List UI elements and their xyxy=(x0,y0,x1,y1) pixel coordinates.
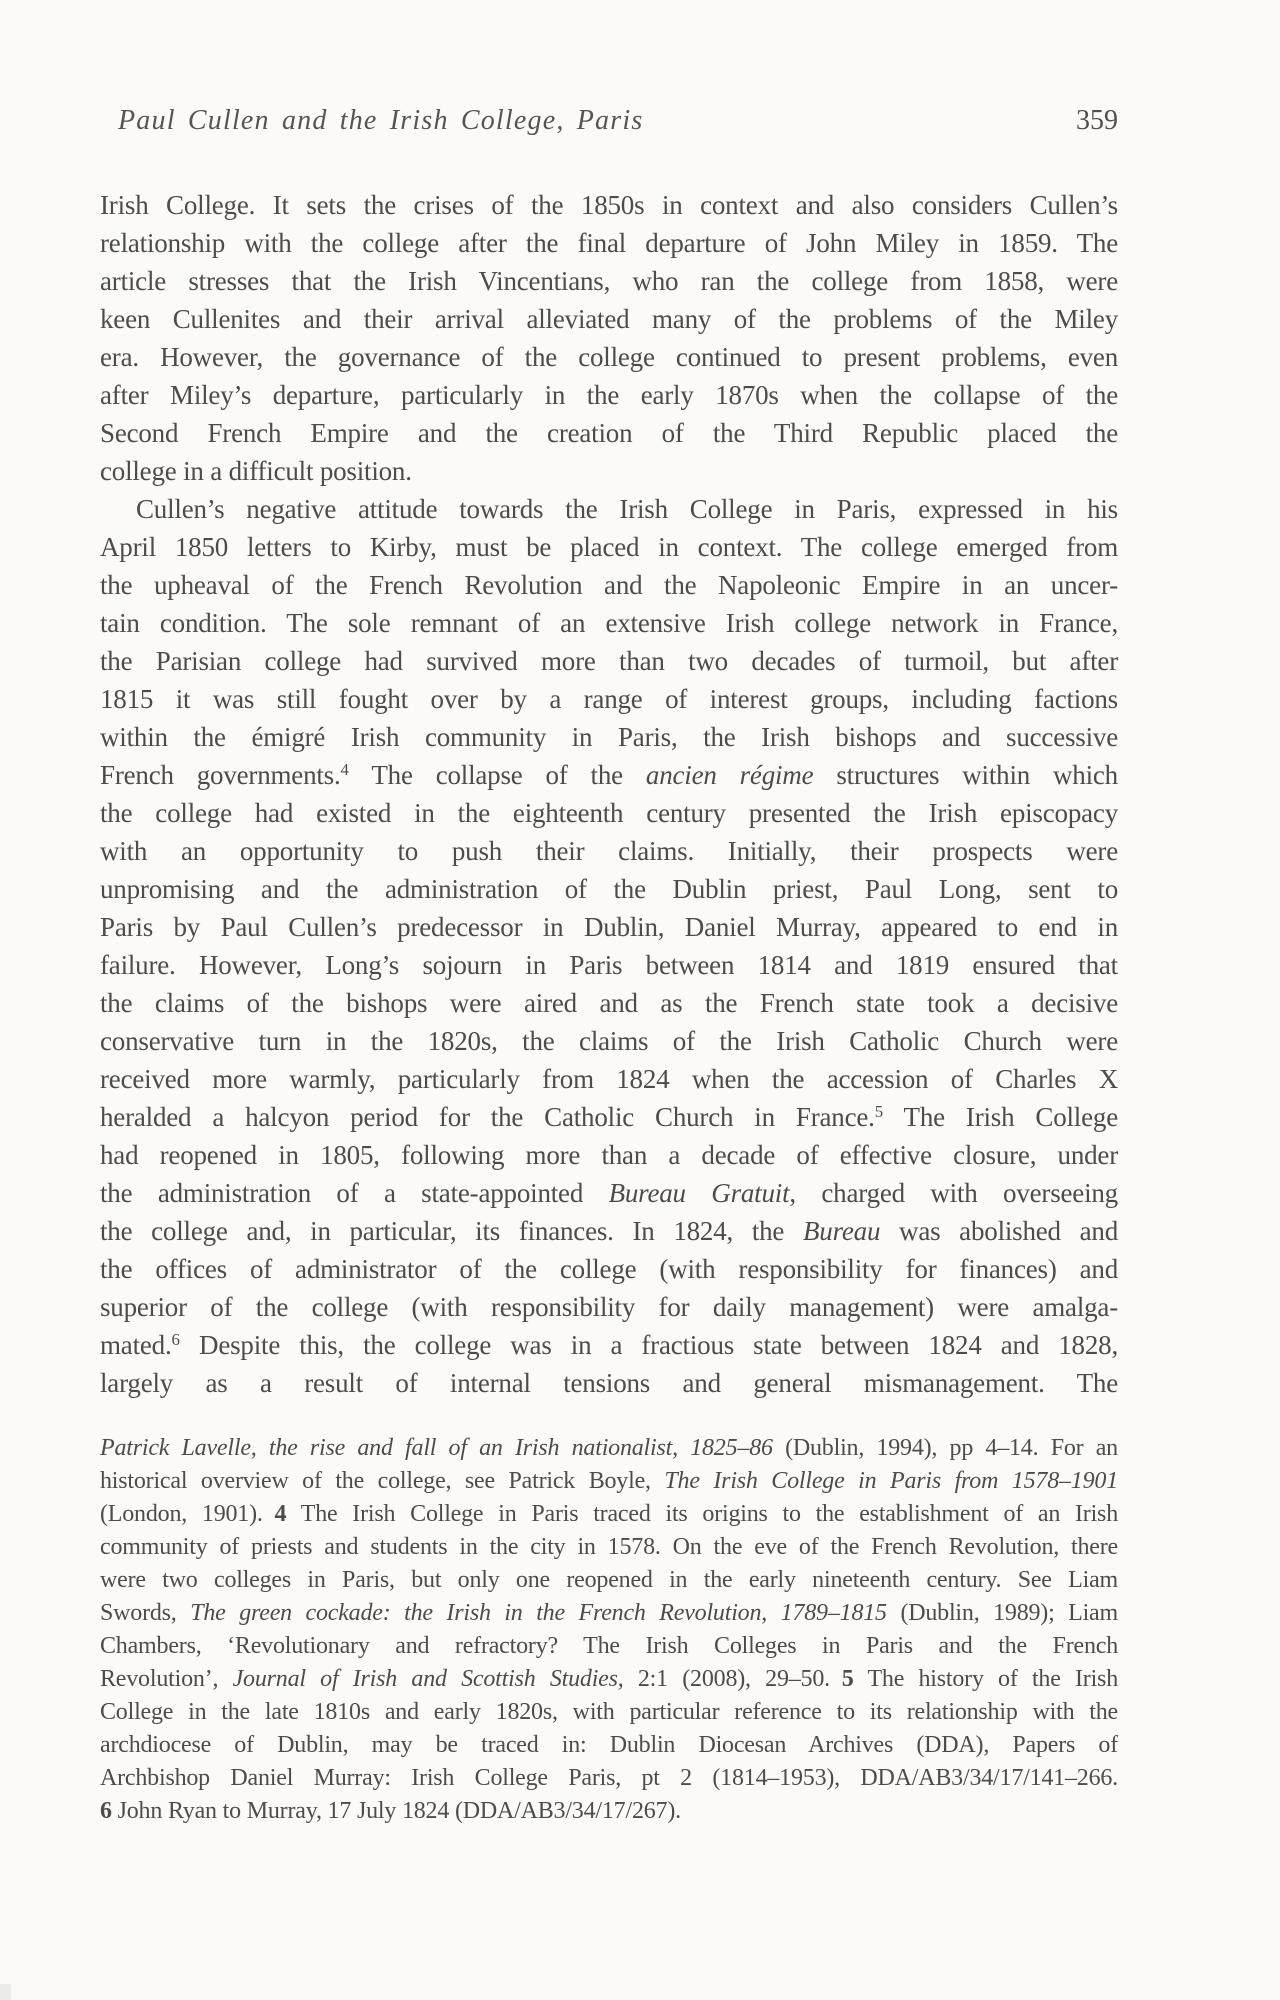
text-segment: John Ryan to Murray, 17 July 1824 (DDA/AB3/34/17/267). xyxy=(111,1798,681,1824)
text-segment: French governments. xyxy=(100,760,341,790)
text-segment: unpromising and the administration of the Dublin priest, Paul Long, sent to xyxy=(100,874,1118,904)
paragraph-2 xyxy=(100,490,1118,1402)
text-segment: archdiocese of Dublin, may be traced in: Dublin Diocesan Archives (DDA), Papers of xyxy=(100,1732,1118,1758)
text-segment: (London, 1901). xyxy=(100,1501,275,1527)
text-line xyxy=(100,1729,1118,1762)
text-line xyxy=(100,262,1118,300)
text-segment: Second French Empire and the creation of the Third Republic placed the xyxy=(100,418,1118,448)
text-line xyxy=(100,1531,1118,1564)
text-segment: the offices of administrator of the college (with responsibility for finances) and xyxy=(100,1254,1118,1284)
text-line xyxy=(100,1364,1118,1402)
page-number: 359 xyxy=(1076,105,1118,136)
text-segment: The history of the Irish xyxy=(853,1666,1118,1692)
text-line xyxy=(100,1250,1118,1288)
text-segment: the upheaval of the French Revolution and the Napoleonic Empire in an uncer- xyxy=(100,570,1118,600)
text-line xyxy=(100,1795,1118,1828)
text-segment: Paris by Paul Cullen’s predecessor in Dublin, Daniel Murray, appeared to end in xyxy=(100,912,1118,942)
text-segment: era. However, the governance of the college continued to present problems, even xyxy=(100,342,1118,372)
text-segment: April 1850 letters to Kirby, must be placed in context. The college emerged from xyxy=(100,532,1118,562)
text-line xyxy=(100,718,1118,756)
text-segment: 1815 it was still fought over by a range of interest groups, including factions xyxy=(100,684,1118,714)
text-segment: conservative turn in the 1820s, the claims of the Irish Catholic Church were xyxy=(100,1026,1118,1056)
text-segment: after Miley’s departure, particularly in the early 1870s when the collapse of the xyxy=(100,380,1118,410)
text-segment: , 2:1 (2008), 29–50. xyxy=(617,1666,842,1692)
footnote-marker: 5 xyxy=(874,1102,884,1122)
text-segment: was abolished and xyxy=(880,1216,1118,1246)
text-segment: the college and, in particular, its finances. In 1824, the xyxy=(100,1216,803,1246)
text-segment: Archbishop Daniel Murray: Irish College Paris, pt 2 (1814–1953), DDA/AB3/34/17/141–266. xyxy=(100,1765,1118,1791)
text-line xyxy=(100,300,1118,338)
text-segment: The collapse of the xyxy=(348,760,646,790)
text-line xyxy=(100,1174,1118,1212)
text-segment: The Irish College in Paris traced its origins to the establishment of an Irish xyxy=(286,1501,1118,1527)
text-segment: , charged with overseeing xyxy=(789,1178,1118,1208)
text-segment: Cullen’s negative attitude towards the Irish College in Paris, expressed in his xyxy=(136,494,1118,524)
text-line xyxy=(100,756,1118,794)
text-line xyxy=(100,1212,1118,1250)
text-segment: the college had existed in the eighteenth century presented the Irish episcopacy xyxy=(100,798,1118,828)
scan-edge-artifact xyxy=(0,1984,11,2000)
text-segment: Bureau xyxy=(802,1216,881,1246)
text-segment: Revolution’, xyxy=(100,1666,233,1692)
text-segment: community of priests and students in the city in 1578. On the eve of the French Revolution, there xyxy=(100,1534,1118,1560)
text-line xyxy=(100,414,1118,452)
paragraph-1 xyxy=(100,186,1118,490)
text-line xyxy=(100,376,1118,414)
text-segment: the claims of the bishops were aired and as the French state took a decisive xyxy=(100,988,1118,1018)
text-line xyxy=(100,1060,1118,1098)
text-segment: article stresses that the Irish Vincentians, who ran the college from 1858, were xyxy=(100,266,1118,296)
text-segment: Bureau Gratuit xyxy=(608,1178,790,1208)
text-line xyxy=(100,1022,1118,1060)
text-line xyxy=(100,832,1118,870)
text-line xyxy=(100,566,1118,604)
text-line xyxy=(100,186,1118,224)
text-segment: relationship with the college after the final departure of John Miley in 1859. The xyxy=(100,228,1118,258)
text-segment: keen Cullenites and their arrival alleviated many of the problems of the Miley xyxy=(100,304,1118,334)
text-line xyxy=(100,680,1118,718)
text-line xyxy=(100,452,1118,490)
text-line xyxy=(100,1288,1118,1326)
text-line xyxy=(100,984,1118,1022)
text-segment: The Irish College xyxy=(883,1102,1118,1132)
text-line xyxy=(100,1498,1118,1531)
text-segment: 4 xyxy=(274,1501,287,1527)
text-line xyxy=(100,1098,1118,1136)
text-segment: College in the late 1810s and early 1820s, with particular reference to its relationship with the xyxy=(100,1699,1118,1725)
text-segment: received more warmly, particularly from 1824 when the accession of Charles X xyxy=(100,1064,1118,1094)
text-segment: were two colleges in Paris, but only one reopened in the early nineteenth century. See Liam xyxy=(100,1567,1118,1593)
text-segment: structures within which xyxy=(813,760,1118,790)
text-line xyxy=(100,642,1118,680)
text-segment: tain condition. The sole remnant of an extensive Irish college network in France, xyxy=(100,608,1118,638)
text-line xyxy=(100,1762,1118,1795)
text-segment: with an opportunity to push their claims. Initially, their prospects were xyxy=(100,836,1118,866)
footnote-marker: 4 xyxy=(340,760,349,780)
text-segment: historical overview of the college, see Patrick Boyle, xyxy=(100,1468,665,1494)
text-line xyxy=(100,1597,1118,1630)
text-line xyxy=(100,908,1118,946)
body-text xyxy=(100,186,1118,1402)
footnote-marker: 6 xyxy=(171,1330,180,1350)
text-segment: Patrick Lavelle, the rise and fall of an Irish nationalist, 1825–86 xyxy=(100,1435,773,1461)
text-segment: 5 xyxy=(841,1666,854,1692)
text-line xyxy=(100,528,1118,566)
text-segment: The green cockade: the Irish in the French Revolution, 1789–1815 xyxy=(190,1600,887,1626)
text-segment: Despite this, the college was in a fractious state between 1824 and 1828, xyxy=(179,1330,1118,1360)
text-line xyxy=(100,1136,1118,1174)
text-line xyxy=(100,338,1118,376)
text-segment: ancien régime xyxy=(645,760,814,790)
text-segment: failure. However, Long’s sojourn in Paris between 1814 and 1819 ensured that xyxy=(100,950,1118,980)
text-line xyxy=(100,1630,1118,1663)
text-segment: within the émigré Irish community in Paris, the Irish bishops and successive xyxy=(100,722,1118,752)
text-segment: the administration of a state-appointed xyxy=(100,1178,609,1208)
text-segment: largely as a result of internal tensions and general mismanagement. The xyxy=(100,1368,1118,1398)
text-segment: heralded a halcyon period for the Catholic Church in France. xyxy=(100,1102,875,1132)
text-line xyxy=(100,604,1118,642)
text-segment: mated. xyxy=(100,1330,172,1360)
text-line xyxy=(100,794,1118,832)
text-line xyxy=(100,1663,1118,1696)
running-header-title: Paul Cullen and the Irish College, Paris xyxy=(118,105,644,136)
text-line xyxy=(100,1326,1118,1364)
text-segment: The Irish College in Paris from 1578–1901 xyxy=(664,1468,1118,1494)
text-segment: Irish College. It sets the crises of the 1850s in context and also considers Cullen’s xyxy=(100,190,1118,220)
text-segment: the Parisian college had survived more than two decades of turmoil, but after xyxy=(100,646,1118,676)
book-page xyxy=(100,0,1118,1828)
text-line xyxy=(100,1696,1118,1729)
text-segment: college in a difficult position. xyxy=(100,456,412,486)
running-header xyxy=(100,104,1118,138)
text-line xyxy=(100,1465,1118,1498)
text-segment: Chambers, ‘Revolutionary and refractory? The Irish Colleges in Paris and the French xyxy=(100,1633,1118,1659)
footnotes-block xyxy=(100,1432,1118,1828)
text-line xyxy=(100,224,1118,262)
text-line xyxy=(100,870,1118,908)
text-line xyxy=(100,1564,1118,1597)
text-line xyxy=(100,490,1118,528)
text-segment: had reopened in 1805, following more than a decade of effective closure, under xyxy=(100,1140,1118,1170)
text-segment: 6 xyxy=(100,1798,112,1824)
text-segment: Journal of Irish and Scottish Studies xyxy=(232,1666,618,1692)
text-segment: (Dublin, 1989); Liam xyxy=(886,1600,1118,1626)
text-line xyxy=(100,1432,1118,1465)
text-segment: Swords, xyxy=(100,1600,191,1626)
text-line xyxy=(100,946,1118,984)
text-segment: (Dublin, 1994), pp 4–14. For an xyxy=(772,1435,1118,1461)
text-segment: superior of the college (with responsibility for daily management) were amalga- xyxy=(100,1292,1118,1322)
